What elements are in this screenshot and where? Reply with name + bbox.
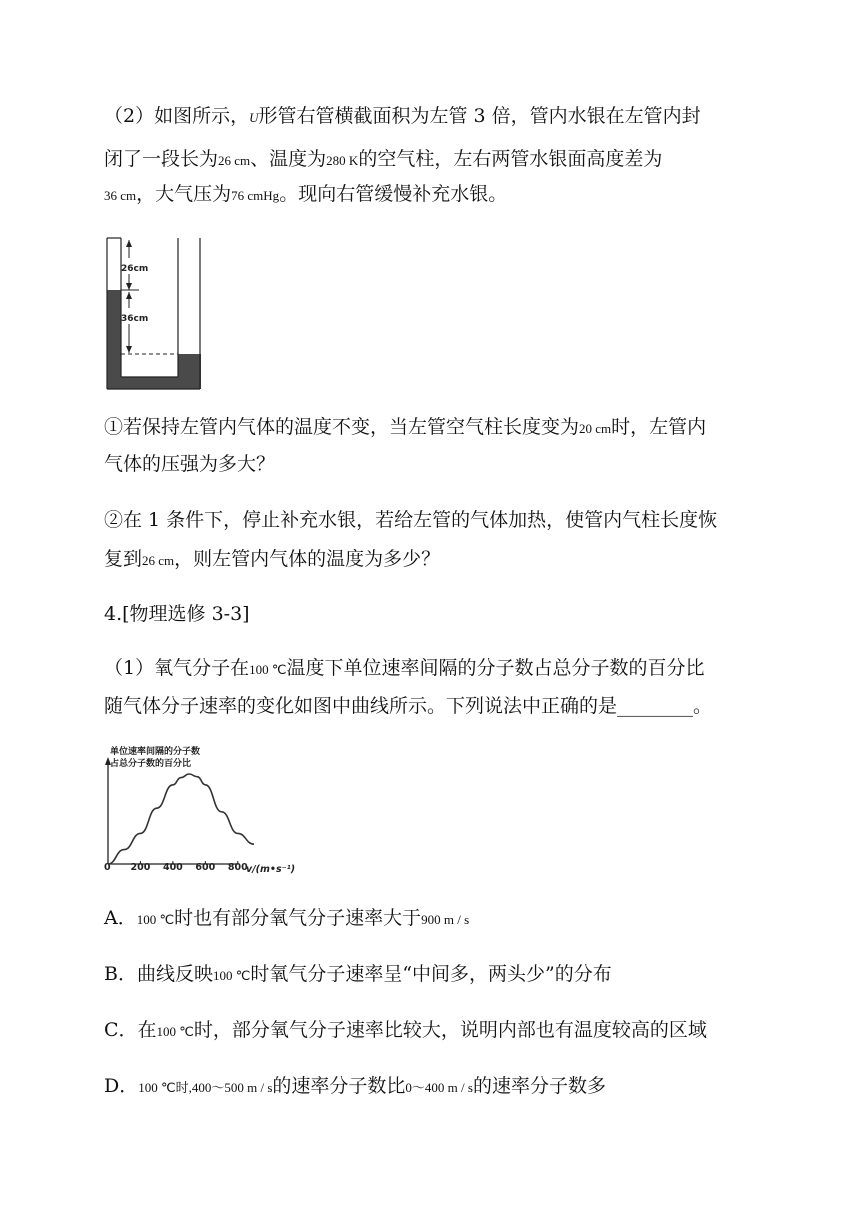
option-b [104,960,612,990]
text: 时也有部分氧气分子速率大于 [174,907,422,929]
q2-sub1-line-2 [104,450,275,478]
x-tick-label: 800 [227,862,248,873]
var-u: U [249,110,259,125]
chart-ylabel-line-2: 占总分子数的百分比 [110,759,192,769]
q4-heading [104,600,250,628]
text: 复到 [104,548,143,570]
option-c [104,1016,707,1046]
x-tick-label: 200 [130,862,151,873]
value-100c: 100 ℃ [212,968,251,983]
chart-origin: 0 [104,862,111,873]
value-100c: 100 ℃ [249,662,287,677]
value-range-400-500: 时,400～500 m / s [175,1080,273,1095]
q2-sub2-line-1 [104,506,717,534]
q2-sub1-line-1 [104,413,706,443]
value-900ms: 900 m / s [421,912,470,927]
text: 、温度为 [250,148,327,170]
q4-line-2 [104,692,712,720]
text: 。现向右管缓慢补充水银。 [279,183,508,205]
u-tube-figure [102,236,212,396]
text: （1）氧气分子在 [104,657,250,679]
option-a [104,904,469,934]
text: C．在 [104,1019,157,1041]
distribution-curve [108,774,254,864]
value-range-0-400: 0～400 m / s [405,1080,473,1095]
q2-sub2-line-2 [104,545,440,575]
value-100c: 100 ℃ [156,1024,194,1039]
x-tick-label: 600 [195,862,216,873]
value-76cmhg: 76 cmHg [231,188,280,203]
option-d [104,1072,606,1102]
value-36cm: 36 cm [104,188,137,203]
text: 随气体分子速率的变化如图中曲线所示。下列说法中正确的是________。 [104,695,713,717]
text: D． [104,1075,139,1097]
label-36cm: 36cm [121,314,149,324]
value-100c: 100 ℃ [136,912,175,927]
text: ①若保持左管内气体的温度不变，当左管空气柱长度变为 [104,416,580,438]
q2-line-1 [104,102,701,132]
text: 形管右管横截面积为左管 3 倍，管内水银在左管内封 [258,105,701,127]
text: 时氧气分子速率呈“中间多，两头少”的分布 [250,963,612,985]
text: 温度下单位速率间隔的分子数占总分子数的百分比 [286,657,705,679]
value-280k: 280 K [326,153,359,168]
text: ，则左管内气体的温度为多少？ [174,548,441,570]
text: （2）如图所示， [104,105,250,127]
text: B．曲线反映 [104,963,213,985]
right-mercury [178,354,201,389]
chart-ylabel-line-1: 单位速率间隔的分子数 [110,747,201,757]
heading-text: 4.[物理选修 3-3] [104,603,250,625]
chart-xlabel: v/(m•s⁻¹) [246,864,296,875]
q4-line-1 [104,654,704,684]
value-26cm: 26 cm [218,153,251,168]
q2-line-3 [104,180,507,210]
option-label: A． [104,907,137,929]
text: 闭了一段长为 [104,148,219,170]
text: ，大气压为 [136,183,232,205]
left-mercury [107,290,121,389]
text: ②在 1 条件下，停止补充水银，若给左管的气体加热，使管内气柱长度恢 [104,509,718,531]
x-tick-label: 400 [162,862,183,873]
text: 的空气柱，左右两管水银面高度差为 [358,148,663,170]
text: 时，左管内 [611,416,707,438]
q2-line-2 [104,145,662,175]
label-26cm: 26cm [121,264,149,274]
text: 气体的压强为多大？ [104,453,276,475]
text: 时，部分氧气分子速率比较大，说明内部也有温度较高的区域 [193,1019,707,1041]
value-20cm: 20 cm [579,421,612,436]
text: 的速率分子数比 [272,1075,406,1097]
text: 的速率分子数多 [472,1075,606,1097]
speed-distribution-chart [98,740,318,880]
value-100c: 100 ℃ [138,1080,176,1095]
value-26cm: 26 cm [142,553,175,568]
